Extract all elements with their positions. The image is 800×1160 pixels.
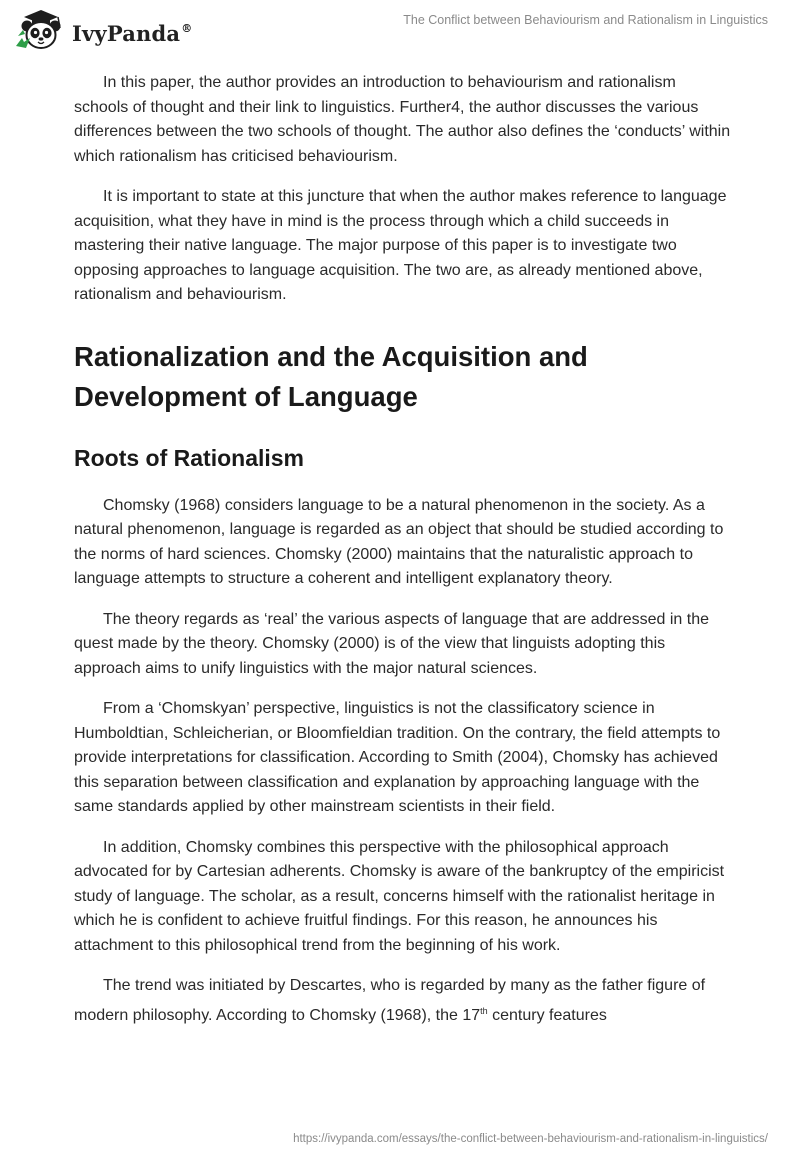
page-header — [0, 0, 800, 60]
paragraph: In this paper, the author provides an introduction to behaviourism and rationalism schools of thought and their link to linguistics. Further4, the author discusses the various differences between the two schools of thought. The author also defines the ‘conducts’ within which rationalism has criticised behaviourism. — [74, 74, 731, 165]
brand-name: IvyPanda® — [72, 20, 193, 46]
paragraph: From a ‘Chomskyan’ perspective, linguistics is not the classificatory science in Humboldtian, Schleicherian, or Bloomfieldian tradition. On the contrary, the field attempts to provide interpretations for classification. According to Smith (2004), Chomsky has achieved this separation between classification and explanation by approaching language with the same standards applied by other mainstream scientists in their field. — [74, 700, 721, 815]
panda-logo-icon — [14, 8, 68, 52]
subsection-heading: Roots of Rationalism — [74, 444, 305, 471]
paragraph: Chomsky (1968) considers language to be a natural phenomenon in the society. As a natural phenomenon, language is regarded as an object that should be studied according to the norms of hard sciences. Chomsky (2000) maintains that the naturalistic approach to language attempts to structure a coherent and intelligent explanatory theory. — [74, 496, 724, 587]
document-title: The Conflict between Behaviourism and Rationalism in Linguistics — [403, 13, 768, 27]
source-url[interactable]: https://ivypanda.com/essays/the-conflict-between-behaviourism-and-rationalism-in-linguistics/ — [293, 1133, 768, 1145]
paragraph-last: The trend was initiated by Descartes, who is regarded by many as the father figure of modern philosophy. According to Chomsky (1968), the 17th century features — [74, 977, 706, 1024]
section-heading: Rationalization and the Acquisition and Development of Language — [74, 340, 588, 412]
brand-logo[interactable] — [14, 8, 192, 52]
paragraph: It is important to state at this juncture that when the author makes reference to language acquisition, what they have in mind is the process through which a child succeeds in mastering their native language. The major purpose of this paper is to investigate two opposing approaches to language acquisition. The two are, as already mentioned above, rationalism and behaviourism. — [74, 188, 727, 303]
registered-mark: ® — [181, 21, 193, 35]
article-body — [74, 71, 734, 1044]
paragraph: In addition, Chomsky combines this perspective with the philosophical approach advocated for by Cartesian adherents. Chomsky is aware of the bankruptcy of the empiricist study of language. The scholar, as a result, concerns himself with the rationalist heritage in which he is confident to achieve fruitful findings. For this reason, he announces his attachment to this philosophical trend from the beginning of his work. — [74, 838, 725, 954]
ordinal-suffix: th — [480, 1005, 488, 1016]
paragraph: The theory regards as ‘real’ the various aspects of language that are addressed in the quest made by the theory. Chomsky (2000) is of the view that linguists adopting this approach aims to unify linguistics with the major natural sciences. — [74, 610, 709, 677]
